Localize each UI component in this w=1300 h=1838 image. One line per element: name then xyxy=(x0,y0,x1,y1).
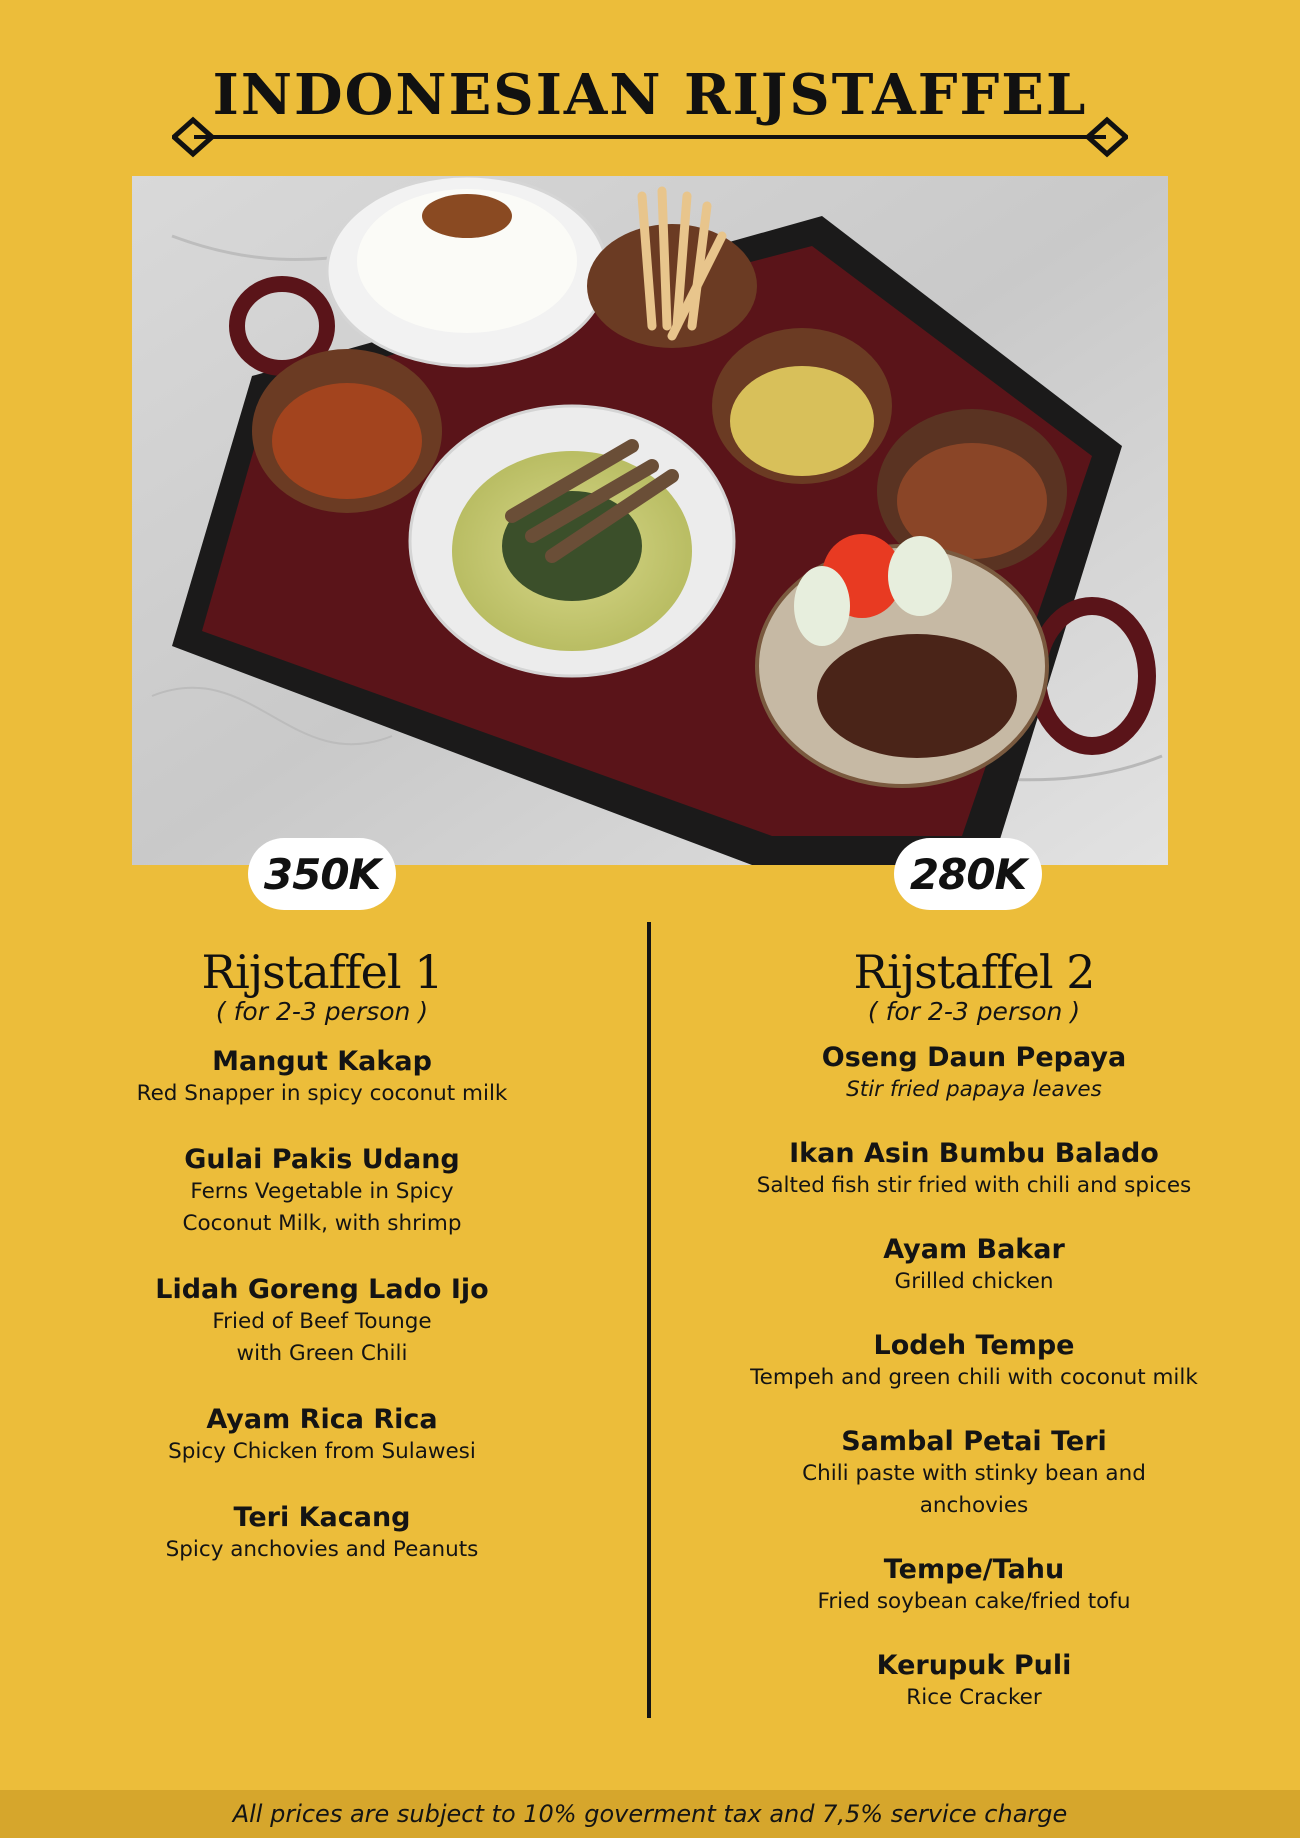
tax-notice-text: All prices are subject to 10% goverment tax and 7,5% service charge xyxy=(232,1800,1068,1828)
menu-item-description: Spicy Chicken from Sulawesi xyxy=(168,1439,476,1464)
set-1-column xyxy=(22,946,622,1566)
set-2-title: Rijstaffel 2 xyxy=(853,945,1095,999)
menu-item-name: Sambal Petai Teri xyxy=(841,1426,1107,1457)
menu-item-description: Salted fish stir fried with chili and spices xyxy=(756,1173,1192,1198)
menu-item-description: Fried soybean cake/fried tofu xyxy=(817,1589,1131,1614)
menu-item-description: Red Snapper in spicy coconut milk xyxy=(136,1081,508,1106)
set-1-title: Rijstaffel 1 xyxy=(201,945,443,999)
menu-item-name: Ikan Asin Bumbu Balado xyxy=(789,1138,1159,1169)
menu-item xyxy=(22,1046,622,1110)
menu-item xyxy=(22,1502,622,1566)
menu-item-description: Grilled chicken xyxy=(894,1269,1054,1294)
title-ornament-rule xyxy=(172,116,1128,158)
menu-item xyxy=(22,1274,622,1370)
menu-item xyxy=(22,1404,622,1468)
menu-item-description: Chili paste with stinky bean and anchovies xyxy=(802,1461,1146,1518)
menu-item-name: Teri Kacang xyxy=(233,1502,411,1533)
menu-item-name: Gulai Pakis Udang xyxy=(184,1144,460,1175)
menu-title: INDONESIAN RIJSTAFFEL xyxy=(212,62,1088,128)
menu-item-name: Tempe/Tahu xyxy=(883,1554,1065,1585)
set-2-subtitle: ( for 2-3 person ) xyxy=(867,997,1081,1026)
menu-item-description: Rice Cracker xyxy=(906,1685,1042,1710)
menu-item-name: Lodeh Tempe xyxy=(873,1330,1075,1361)
menu-item xyxy=(674,1042,1274,1106)
menu-item-name: Kerupuk Puli xyxy=(876,1650,1072,1681)
menu-item-name: Mangut Kakap xyxy=(212,1046,432,1077)
menu-item xyxy=(674,1138,1274,1202)
tax-notice-footer xyxy=(0,1790,1300,1838)
menu-item-name: Lidah Goreng Lado Ijo xyxy=(155,1274,489,1305)
menu-item-description: Spicy anchovies and Peanuts xyxy=(165,1537,479,1562)
menu-item-description: Tempeh and green chili with coconut milk xyxy=(750,1365,1198,1390)
column-divider xyxy=(647,922,651,1718)
price-badge-set-1: 350K xyxy=(248,838,396,910)
menu-item-description: Fried of Beef Tounge with Green Chili xyxy=(212,1309,432,1366)
menu-item xyxy=(22,1144,622,1240)
set-2-column xyxy=(674,946,1274,1714)
menu-item xyxy=(674,1330,1274,1394)
menu-item xyxy=(674,1554,1274,1618)
food-tray-photo xyxy=(132,176,1168,865)
menu-item xyxy=(674,1426,1274,1522)
menu-item xyxy=(674,1650,1274,1714)
menu-item-description: Ferns Vegetable in Spicy Coconut Milk, with shrimp xyxy=(182,1179,462,1236)
price-badge-set-2: 280K xyxy=(894,838,1042,910)
menu-item xyxy=(674,1234,1274,1298)
menu-item-name: Ayam Bakar xyxy=(883,1234,1065,1265)
menu-item-name: Ayam Rica Rica xyxy=(206,1404,438,1435)
menu-item-description: Stir fried papaya leaves xyxy=(846,1077,1102,1102)
menu-item-name: Oseng Daun Pepaya xyxy=(821,1042,1127,1073)
set-1-subtitle: ( for 2-3 person ) xyxy=(215,997,429,1026)
